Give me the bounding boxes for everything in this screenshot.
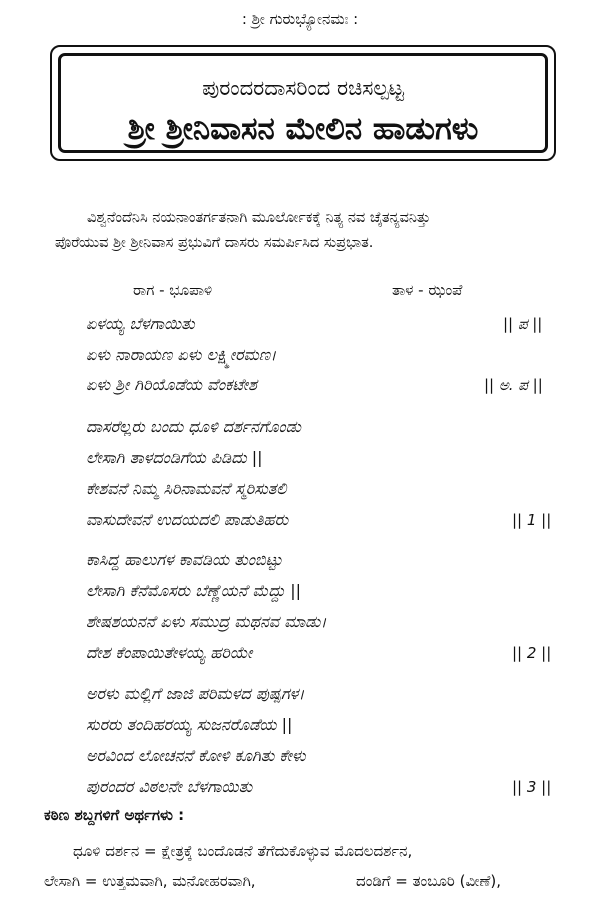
verse-marker: || 1 ||	[512, 511, 552, 529]
title-frame-inner	[58, 53, 548, 153]
verse-line: ಲೇಸಾಗಿ ತಾಳದಂಡಿಗೆಯ ಪಿಡಿದು ||	[86, 448, 263, 467]
verse-marker: || 2 ||	[512, 644, 552, 662]
verse-line: ಕೇಶವನೆ ನಿಮ್ಮ ಸಿರಿನಾಮವನೆ ಸ್ಮರಿಸುತಲಿ	[86, 479, 287, 498]
glossary-heading: ಕಠಿಣ ಶಬ್ದಗಳಿಗೆ ಅರ್ಥಗಳು :	[44, 806, 185, 824]
verse-line: ಏಳು ಶ್ರೀ ಗಿರಿಯೊಡೆಯ ವೆಂಕಟೇಶ	[86, 375, 257, 394]
glossary-line: ದಂಡಿಗೆ = ತಂಬೂರಿ (ವೀಣೆ),	[356, 872, 502, 890]
page-title: ಶ್ರೀ ಶ್ರೀನಿವಾಸನ ಮೇಲಿನ ಹಾಡುಗಳು	[127, 111, 479, 147]
verse-line: ದಾಸರೆಲ್ಲರು ಬಂದು ಧೂಳಿ ದರ್ಶನಗೊಂಡು	[86, 417, 301, 436]
invocation: : ಶ್ರೀ ಗುರುಭ್ಯೋನಮಃ :	[241, 10, 359, 28]
verse-line: ಶೇಷಶಯನನೆ ಏಳು ಸಮುದ್ರ ಮಥನವ ಮಾಡು।	[86, 612, 327, 631]
raga-label: ರಾಗ - ಭೂಪಾಳಿ	[133, 281, 213, 299]
verse-line: ಅರಳು ಮಲ್ಲಿಗೆ ಜಾಜಿ ಪರಿಮಳದ ಪುಷ್ಪಗಳ।	[86, 684, 305, 703]
verse-marker: || ಪ ||	[503, 315, 543, 333]
verse-line: ಏಳು ನಾರಾಯಣ ಏಳು ಲಕ್ಷ್ಮೀರಮಣ।	[86, 345, 277, 364]
subtitle: ಪುರಂದರದಾಸರಿಂದ ರಚಿಸಲ್ಪಟ್ಟ	[202, 76, 404, 100]
verse-line: ಪುರಂದರ ವಿಠಲನೇ ಬೆಳಗಾಯಿತು	[86, 777, 253, 796]
verse-line: ಕಾಸಿದ್ದ ಹಾಲುಗಳ ಕಾವಡಿಯ ತುಂಬಿಟ್ಟು	[86, 550, 283, 569]
glossary-line: ಲೇಸಾಗಿ = ಉತ್ತಮವಾಗಿ, ಮನೋಹರವಾಗಿ,	[44, 872, 256, 890]
verse-line: ಅರವಿಂದ ಲೋಚನನೆ ಕೋಳಿ ಕೂಗಿತು ಕೇಳು	[86, 746, 306, 765]
verse-marker: || ಅ. ಪ ||	[484, 376, 543, 394]
intro-paragraph	[55, 206, 555, 256]
glossary-line: ಧೂಳಿ ದರ್ಶನ = ಕ್ಷೇತ್ರಕ್ಕೆ ಬಂದೊಡನೆ ತೆಗೆದುಕೊಳ್ಳುವ ಮೊದಲದರ್ಶನ,	[73, 842, 413, 860]
verse-line: ವಾಸುದೇವನೆ ಉದಯದಲಿ ಪಾಡುತಿಹರು	[86, 510, 289, 529]
verse-line: ಲೇಸಾಗಿ ಕೆನೆಮೊಸರು ಬೆಣ್ಣೆಯನೆ ಮೆದ್ದು ||	[86, 581, 302, 600]
verse-line: ಏಳಯ್ಯ ಬೆಳಗಾಯಿತು	[86, 314, 195, 333]
intro-line-2: ಪೊರೆಯುವ ಶ್ರೀ ಶ್ರೀನಿವಾಸ ಪ್ರಭುವಿಗೆ ದಾಸರು ಸಮರ್ಪಿಸಿದ ಸುಪ್ರಭಾತ.	[55, 235, 374, 251]
verse-marker: || 3 ||	[512, 778, 552, 796]
intro-line-1: ವಿಶ್ವನೆಂದೆನಿಸಿ ನಯನಾಂತರ್ಗತನಾಗಿ ಮೂರ್ಲೋಕಕ್ಕೆ ನಿತ್ಯ ನವ ಚೈತನ್ಯವನಿತ್ತು	[87, 210, 431, 226]
verse-line: ಸುರರು ತಂದಿಹರಯ್ಯ ಸುಜನರೊಡೆಯ ||	[86, 715, 293, 734]
tala-label: ತಾಳ - ಝಂಪೆ	[392, 281, 463, 299]
title-frame	[50, 45, 556, 161]
verse-line: ದೇಶ ಕೆಂಪಾಯಿತೇಳಯ್ಯ ಹರಿಯೇ	[86, 643, 253, 662]
